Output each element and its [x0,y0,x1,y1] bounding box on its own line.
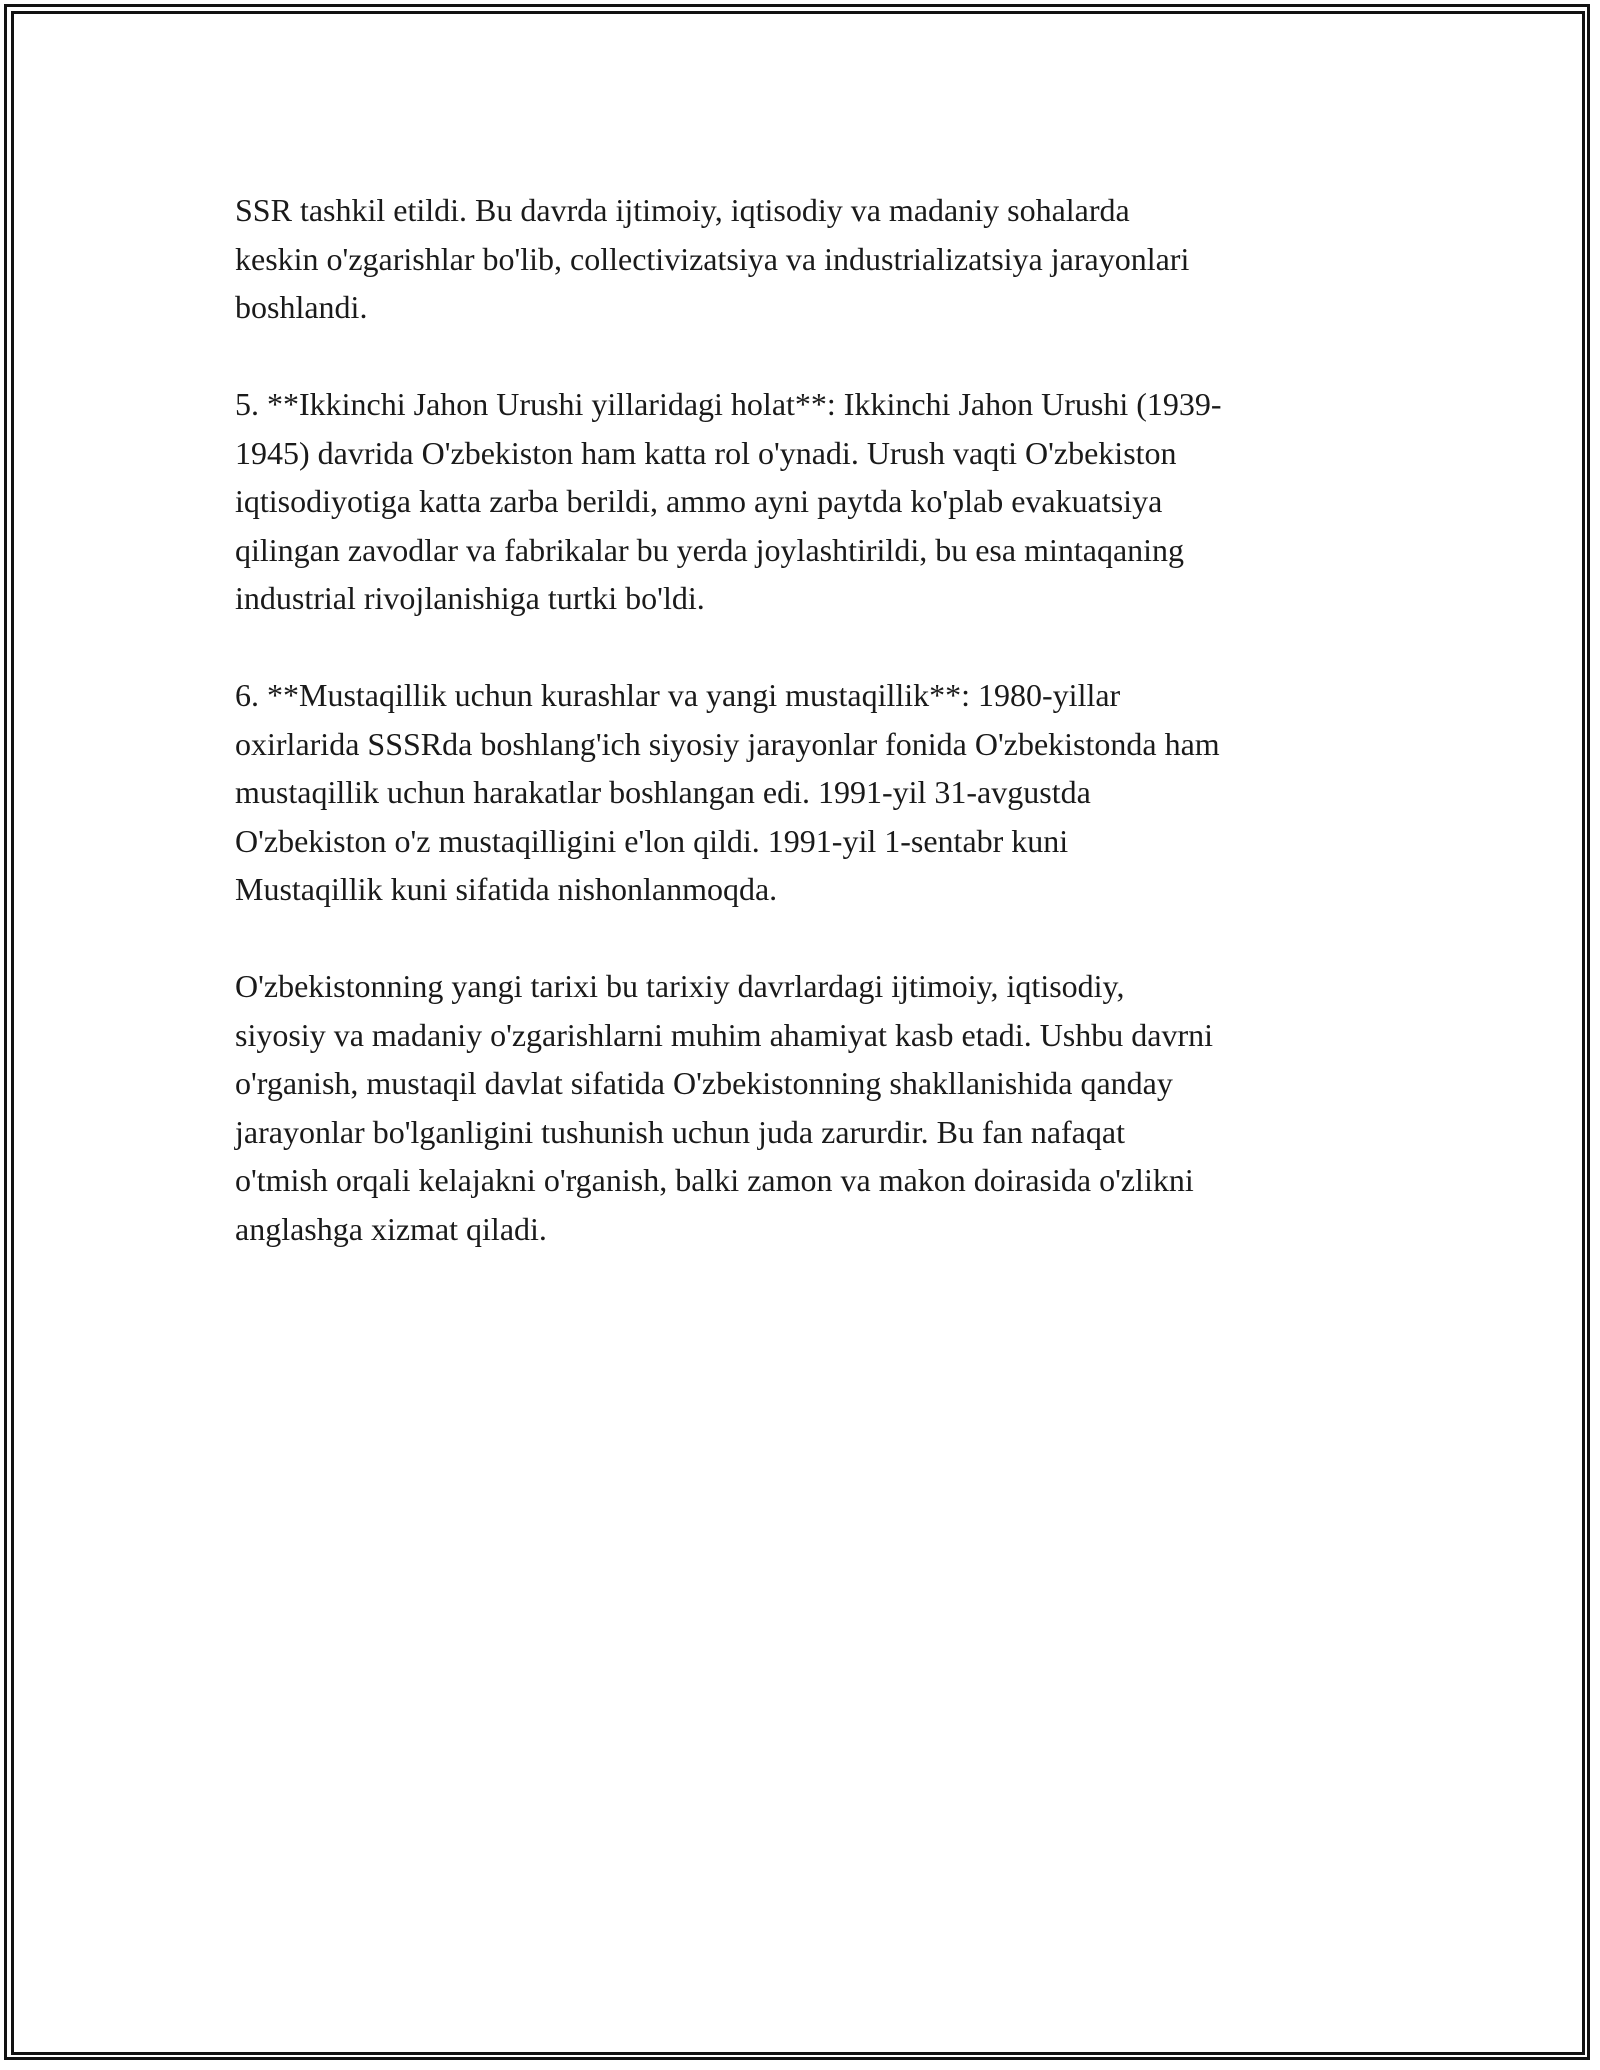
text-line: iqtisodiyotiga katta zarba berildi, ammo ayni paytda ko'plab evakuatsiya [235,483,1163,519]
paragraph-item-6 [235,671,1365,914]
text-line: O'zbekistonning yangi tarixi bu tarixiy davrlardagi ijtimoiy, iqtisodiy, [235,968,1125,1004]
text-line: o'tmish orqali kelajakni o'rganish, balki zamon va makon doirasida o'zlikni [235,1162,1194,1198]
text-line: 5. **Ikkinchi Jahon Urushi yillaridagi holat**: Ikkinchi Jahon Urushi (1939- [235,386,1222,422]
text-line: mustaqillik uchun harakatlar boshlangan edi. 1991-yil 31-avgustda [235,774,1091,810]
text-line: jarayonlar bo'lganligini tushunish uchun juda zarurdir. Bu fan nafaqat [235,1113,1125,1150]
paragraph-ssr [235,186,1365,332]
text-line: Mustaqillik kuni sifatida nishonlanmoqda. [235,871,778,907]
text-line: industrial rivojlanishiga turtki bo'ldi. [235,580,705,616]
text-line: siyosiy va madaniy o'zgarishlarni muhim ahamiyat kasb etadi. Ushbu davrni [235,1016,1213,1053]
paragraph-conclusion [235,962,1365,1253]
text-line: 6. **Mustaqillik uchun kurashlar va yangi mustaqillik**: 1980-yillar [235,677,1121,713]
text-line: 1945) davrida O'zbekiston ham katta rol o'ynadi. Urush vaqti O'zbekiston [235,434,1177,471]
text-line: keskin o'zgarishlar bo'lib, collectivizatsiya va industrializatsiya jarayonlari [235,240,1190,277]
paragraph-item-5 [235,380,1365,623]
text-line: oxirlarida SSSRda boshlang'ich siyosiy jarayonlar fonida O'zbekistonda ham [235,725,1220,762]
text-line: anglashga xizmat qiladi. [235,1210,547,1247]
document-body [235,186,1365,1302]
text-line: o'rganish, mustaqil davlat sifatida O'zbekistonning shakllanishida qanday [235,1065,1173,1101]
text-line: boshlandi. [235,289,368,325]
text-line: O'zbekiston o'z mustaqilligini e'lon qildi. 1991-yil 1-sentabr kuni [235,822,1069,859]
text-line: SSR tashkil etildi. Bu davrda ijtimoiy, iqtisodiy va madaniy sohalarda [235,192,1130,228]
text-line: qilingan zavodlar va fabrikalar bu yerda joylashtirildi, bu esa mintaqaning [235,531,1185,568]
